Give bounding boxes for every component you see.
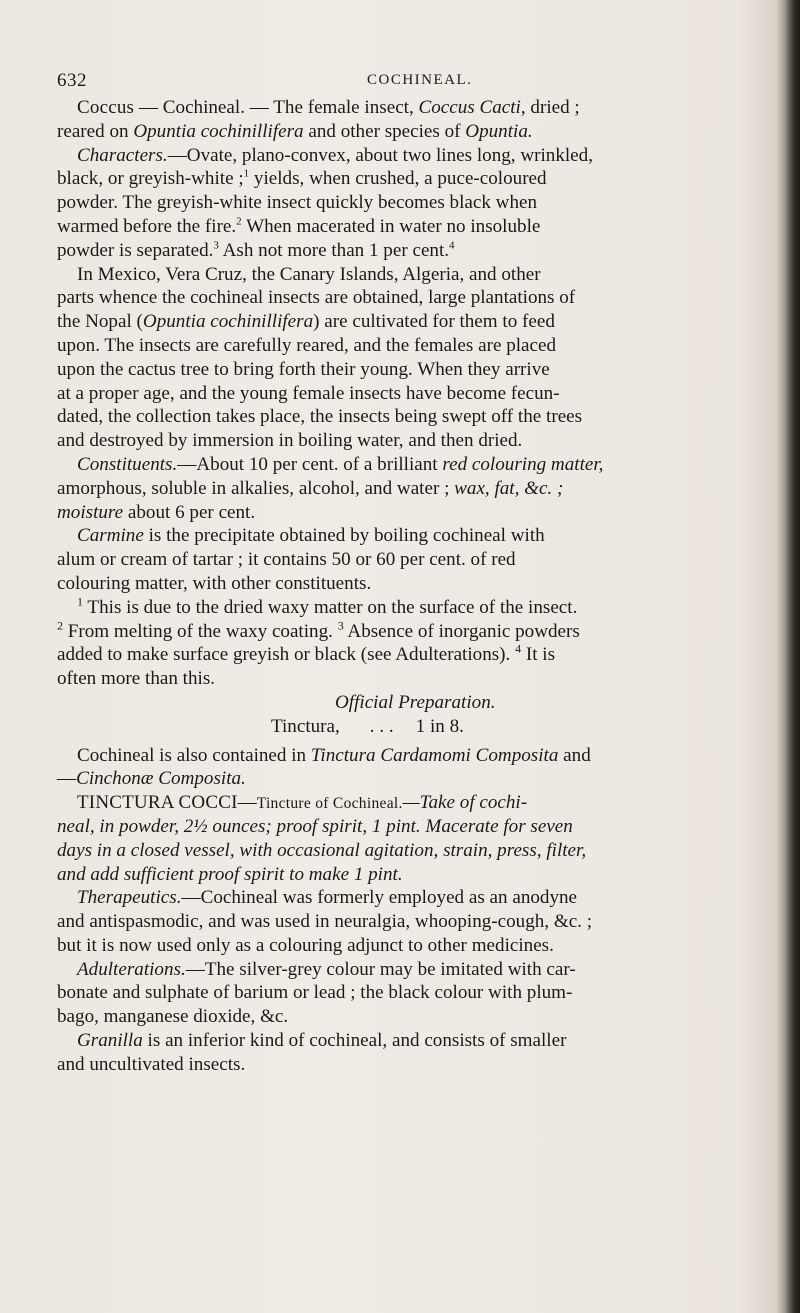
footnote-ref-2: 2 xyxy=(236,215,242,228)
carmine-label: Carmine xyxy=(77,525,144,547)
carmine-line-3: colouring matter, with other constituents. xyxy=(57,572,372,594)
adulterations-line-2: bonate and sulphate of barium or lead ; the black colour with plum- xyxy=(57,982,573,1004)
mexico-line-8: and destroyed by immersion in boiling water, and then dried. xyxy=(57,430,523,452)
constituents-line-3: moisture about 6 per cent. xyxy=(57,501,256,523)
also-line-2: —Cinchonæ Composita. xyxy=(57,768,246,790)
granilla-line-1: Granilla is an inferior kind of cochineal, and consists of smaller xyxy=(77,1030,567,1052)
footnote-ref-3: 3 xyxy=(213,239,219,252)
footnote-3-4: added to make surface greyish or black (see Adulterations). $^4$ It is xyxy=(57,641,556,666)
coccus-heading: Coccus xyxy=(77,97,135,118)
tinctura-line-3: days in a closed vessel, with occasional agitation, strain, press, filter, xyxy=(57,839,587,861)
adulterations-line-1: Adulterations.—The silver-grey colour may be imitated with car- xyxy=(77,958,576,980)
tinctura-line-2: neal, in powder, 2½ ounces; proof spirit, 1 pint. Macerate for seven xyxy=(57,815,573,837)
mexico-line-1: In Mexico, Vera Cruz, the Canary Islands, Algeria, and other xyxy=(77,263,541,285)
tinctura-line-4: and add sufficient proof spirit to make 1 pint. xyxy=(57,863,403,885)
therapeutics-line-2: and antispasmodic, and was used in neuralgia, whooping-cough, &c. ; xyxy=(57,911,593,933)
granilla-label: Granilla xyxy=(77,1030,143,1052)
mexico-line-7: dated, the collection takes place, the insects being swept off the trees xyxy=(57,406,583,428)
mexico-line-5: upon the cactus tree to bring forth their young. When they arrive xyxy=(57,358,550,380)
therapeutics-line-1: Therapeutics.—Cochineal was formerly employed as an anodyne xyxy=(77,887,578,909)
granilla-line-2: and uncultivated insects. xyxy=(57,1053,246,1075)
mexico-line-3: the Nopal (Opuntia cochinillifera) are cultivated for them to feed xyxy=(57,311,555,333)
characters-label: Characters. xyxy=(77,144,168,166)
therapeutics-line-3: but it is now used only as a colouring adjunct to other medicines. xyxy=(57,934,554,956)
tinctura-title: TINCTURA COCCI xyxy=(77,792,238,814)
constituents-line-1: Constituents.—About 10 per cent. of a brilliant red colouring matter, xyxy=(77,453,604,475)
page-number: 632 xyxy=(57,70,87,91)
footnote-2-3: $^2$ From melting of the waxy coating. $^3$ Absence of inorganic powders xyxy=(57,618,580,642)
footnote-1: $^1$ This is due to the dried waxy matter on the surface of the insect. xyxy=(77,594,578,618)
article-body xyxy=(57,96,795,1077)
coccus-line-4: black, or greyish-white ;$^1$ yields, when crushed, a puce-coloured xyxy=(57,168,547,190)
coccus-line-2: reared on Opuntia cochinillifera and other species of Opuntia. xyxy=(57,120,533,142)
footnote-ref-1: 1 xyxy=(243,168,250,181)
page-header xyxy=(57,70,757,94)
also-line-1: Cochineal is also contained in Tinctura Cardamomi Composita and xyxy=(77,744,591,766)
carmine-line-2: alum or cream of tartar ; it contains 50 or 60 per cent. of red xyxy=(57,549,516,571)
running-head: COCHINEAL. xyxy=(367,72,473,88)
footnote-4-cont: often more than this. xyxy=(57,668,216,690)
constituents-line-2: amorphous, soluble in alkalies, alcohol, and water ; wax, fat, &c. ; xyxy=(57,477,564,499)
characters-line: Characters.—Ovate, plano-convex, about two lines long, wrinkled, xyxy=(77,144,593,166)
mexico-line-2: parts whence the cochineal insects are obtained, large plantations of xyxy=(57,287,576,309)
mexico-line-6: at a proper age, and the young female insects have become fecun- xyxy=(57,382,560,404)
constituents-label: Constituents. xyxy=(77,453,178,475)
coccus-line-1: Coccus — Cochineal. — The female insect, Coccus Cacti, dried ; xyxy=(77,97,580,118)
official-preparation-title: Official Preparation. xyxy=(335,691,496,713)
footnote-ref-4: 4 xyxy=(449,239,455,252)
coccus-line-7: powder is separated.$^3$ Ash not more than 1 per cent.$^4$ xyxy=(57,239,455,261)
adulterations-label: Adulterations. xyxy=(77,958,186,980)
adulterations-line-3: bago, manganese dioxide, &c. xyxy=(57,1006,289,1028)
official-preparation-item: Tinctura, . . . 1 in 8. xyxy=(271,715,464,737)
mexico-line-4: upon. The insects are carefully reared, and the females are placed xyxy=(57,334,557,356)
coccus-line-6: warmed before the fire.$^2$ When macerated in water no insoluble xyxy=(57,215,541,237)
therapeutics-label: Therapeutics. xyxy=(77,887,182,909)
coccus-line-5: powder. The greyish-white insect quickly becomes black when xyxy=(57,192,538,214)
carmine-line-1: Carmine is the precipitate obtained by boiling cochineal with xyxy=(77,525,545,547)
tinctura-line-1: TINCTURA COCCI—Tincture of Cochineal.—Take of cochi- xyxy=(77,792,528,814)
